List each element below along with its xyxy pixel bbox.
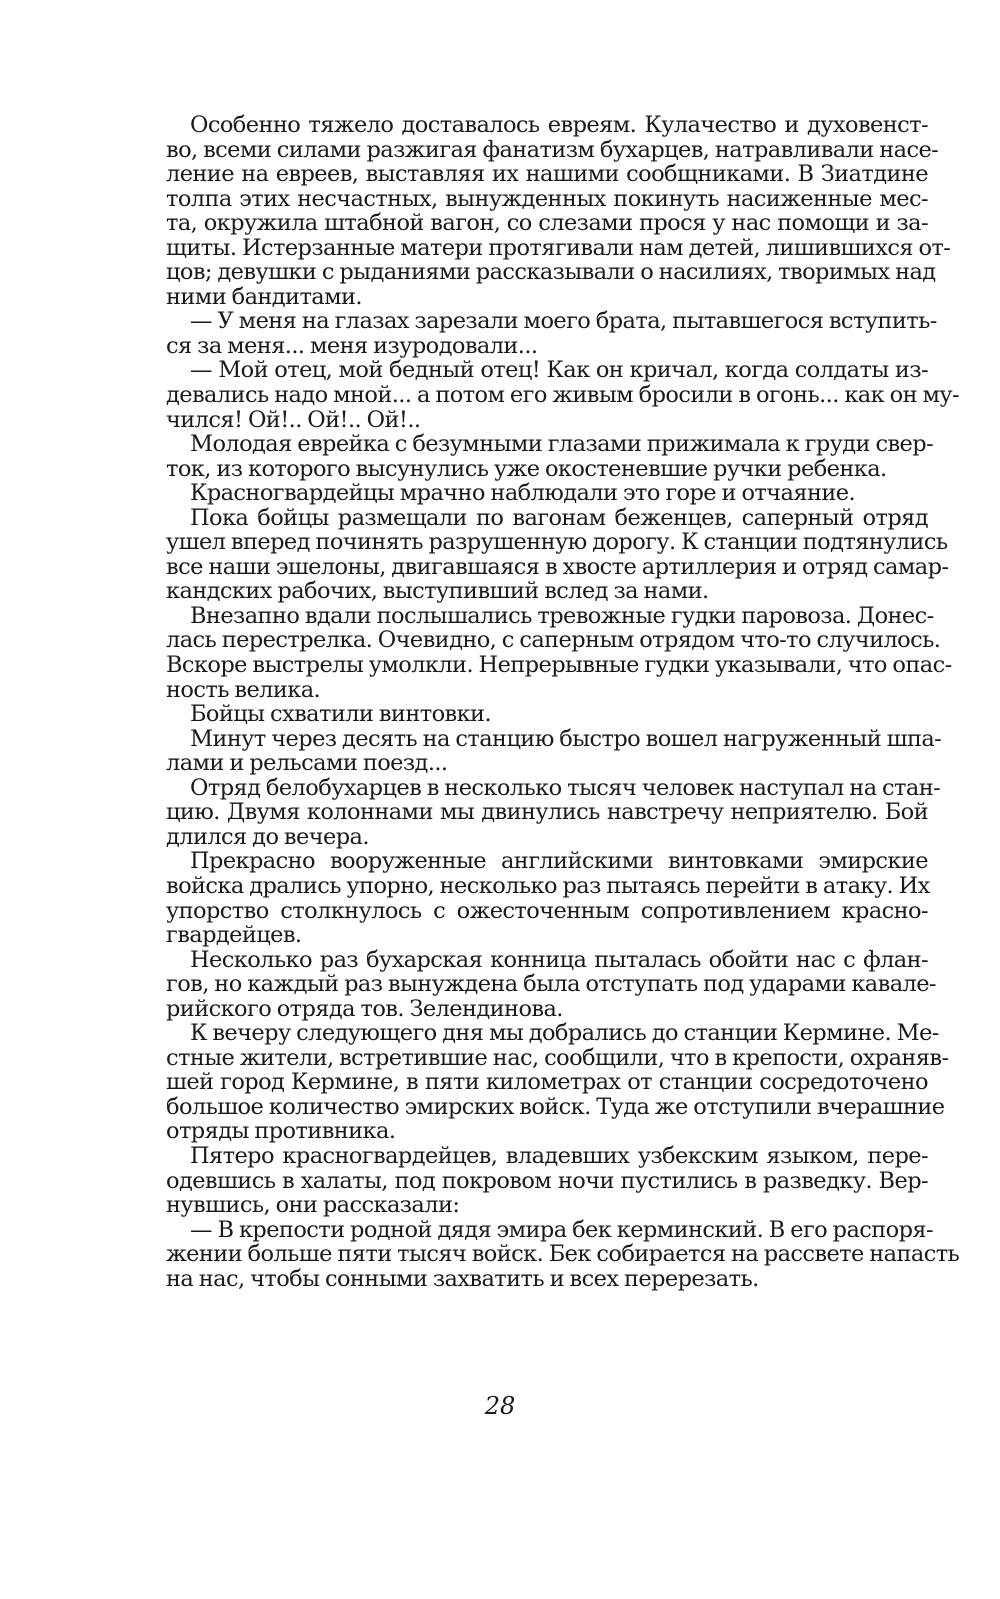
text-line: Красногвардейцы мрачно наблюдали это горе и отчаяние.	[190, 480, 856, 507]
text-line: та, окружила штабной вагон, со слезами прося у нас помощи и за-	[166, 210, 928, 237]
text-line: жении больше пяти тысяч войск. Бек собирается на рассвете напасть	[166, 1241, 960, 1268]
text-line: цию. Двумя колоннами мы двинулись навстречу неприятелю. Бой	[166, 799, 928, 826]
paragraph	[166, 702, 928, 727]
text-line: все наши эшелоны, двигавшаяся в хвосте артиллерия и отряд самар-	[166, 553, 949, 580]
text-line: гов, но каждый раз вынуждена была отступать под ударами кавале-	[166, 971, 936, 998]
text-line: шей город Кермине, в пяти километрах от станции сосредоточено	[166, 1069, 928, 1096]
text-line: Вскоре выстрелы умолкли. Непрерывные гудки указывали, что опас-	[166, 652, 952, 679]
text-line: кандских рабочих, выступивший вслед за нами.	[166, 578, 709, 605]
text-line: ся за меня... меня изуродовали...	[166, 332, 538, 359]
text-line: Бойцы схватили винтовки.	[190, 701, 491, 728]
text-line: чился! Ой!.. Ой!.. Ой!..	[166, 406, 421, 433]
text-line: Молодая еврейка с безумными глазами прижимала к груди свер-	[190, 431, 934, 458]
text-line: Пока бойцы размещали по вагонам беженцев, саперный отряд	[190, 504, 928, 531]
paragraph	[166, 308, 937, 359]
text-line: войска дрались упорно, несколько раз пытаясь перейти в атаку. Их	[166, 872, 930, 899]
paragraph	[166, 1020, 949, 1145]
text-line: — Мой отец, мой бедный отец! Как он кричал, когда солдаты из-	[190, 357, 928, 384]
text-line: Внезапно вдали послышались тревожные гудки паровоза. Донес-	[190, 602, 934, 629]
paragraph	[166, 431, 934, 482]
text-line: ток, из которого высунулись уже окостеневшие ручки ребенка.	[166, 455, 887, 482]
text-line: ность велика.	[166, 676, 321, 703]
text-line: отряды противника.	[166, 1118, 396, 1145]
text-line: стные жители, встретившие нас, сообщили, что в крепости, охраняв-	[166, 1044, 949, 1071]
text-line: рийского отряда тов. Зелендинова.	[166, 995, 563, 1022]
text-line: большое количество эмирских войск. Туда же отступили вчерашние	[166, 1093, 945, 1120]
text-line: Особенно тяжело доставалось евреям. Кулачество и духовенст-	[190, 112, 928, 138]
text-line: во, всеми силами разжигая фанатизм бухарцев, натравливали насе-	[166, 136, 939, 163]
paragraph	[166, 946, 936, 1022]
paragraph	[166, 481, 928, 506]
text-line: ними бандитами.	[166, 283, 362, 310]
text-line: — У меня на глазах зарезали моего брата, пытавшегося вступить-	[190, 308, 937, 335]
text-line: — В крепости родной дядя эмира бек керминский. В его распоря-	[190, 1216, 934, 1243]
paragraph	[166, 1144, 928, 1218]
paragraph	[166, 504, 949, 605]
paragraph	[166, 774, 941, 850]
text-line: гвардейцев.	[166, 922, 302, 949]
paragraph	[166, 602, 952, 703]
paragraph	[166, 725, 942, 777]
body-text	[166, 112, 960, 1292]
text-line: лась перестрелка. Очевидно, с саперным отрядом что-то случилось.	[166, 627, 941, 654]
text-line: длился до вечера.	[166, 823, 369, 850]
text-line: упорство столкнулось с ожесточенным сопротивлением красно-	[166, 897, 928, 924]
text-line: нувшись, они рассказали:	[166, 1192, 460, 1219]
page-number: 28	[484, 1392, 516, 1420]
text-line: девались надо мной... а потом его живым бросили в огонь... как он му-	[166, 382, 960, 409]
text-line: на нас, чтобы сонными захватить и всех перерезать.	[166, 1265, 759, 1292]
text-line: Отряд белобухарцев в несколько тысяч человек наступал на стан-	[190, 774, 941, 801]
paragraph	[166, 849, 928, 947]
text-line: Несколько раз бухарская конница пыталась обойти нас с флан-	[190, 946, 928, 973]
paragraph	[166, 357, 960, 433]
text-line: толпа этих несчастных, вынужденных покинуть насиженные мес-	[166, 185, 928, 212]
text-line: цов; девушки с рыданиями рассказывали о насилиях, творимых над	[166, 259, 936, 286]
paragraph	[166, 1216, 960, 1292]
text-line: щиты. Истерзанные матери протягивали нам детей, лишившихся от-	[166, 234, 951, 261]
text-line: Минут через десять на станцию быстро вошел нагруженный шпа-	[190, 725, 942, 752]
text-line: одевшись в халаты, под покровом ночи пустились в разведку. Вер-	[166, 1167, 928, 1194]
text-line: Прекрасно вооруженные английскими винтовками эмирские	[190, 848, 928, 875]
text-line: К вечеру следующего дня мы добрались до станции Кермине. Ме-	[190, 1020, 939, 1047]
text-line: лами и рельсами поезд...	[166, 750, 448, 777]
paragraph	[166, 112, 951, 310]
text-line: ление на евреев, выставляя их нашими сообщниками. В Зиатдине	[166, 161, 928, 188]
text-line: ушел вперед починять разрушенную дорогу. К станции подтянулись	[166, 529, 948, 556]
text-line: Пятеро красногвардейцев, владевших узбекским языком, пере-	[190, 1142, 928, 1169]
